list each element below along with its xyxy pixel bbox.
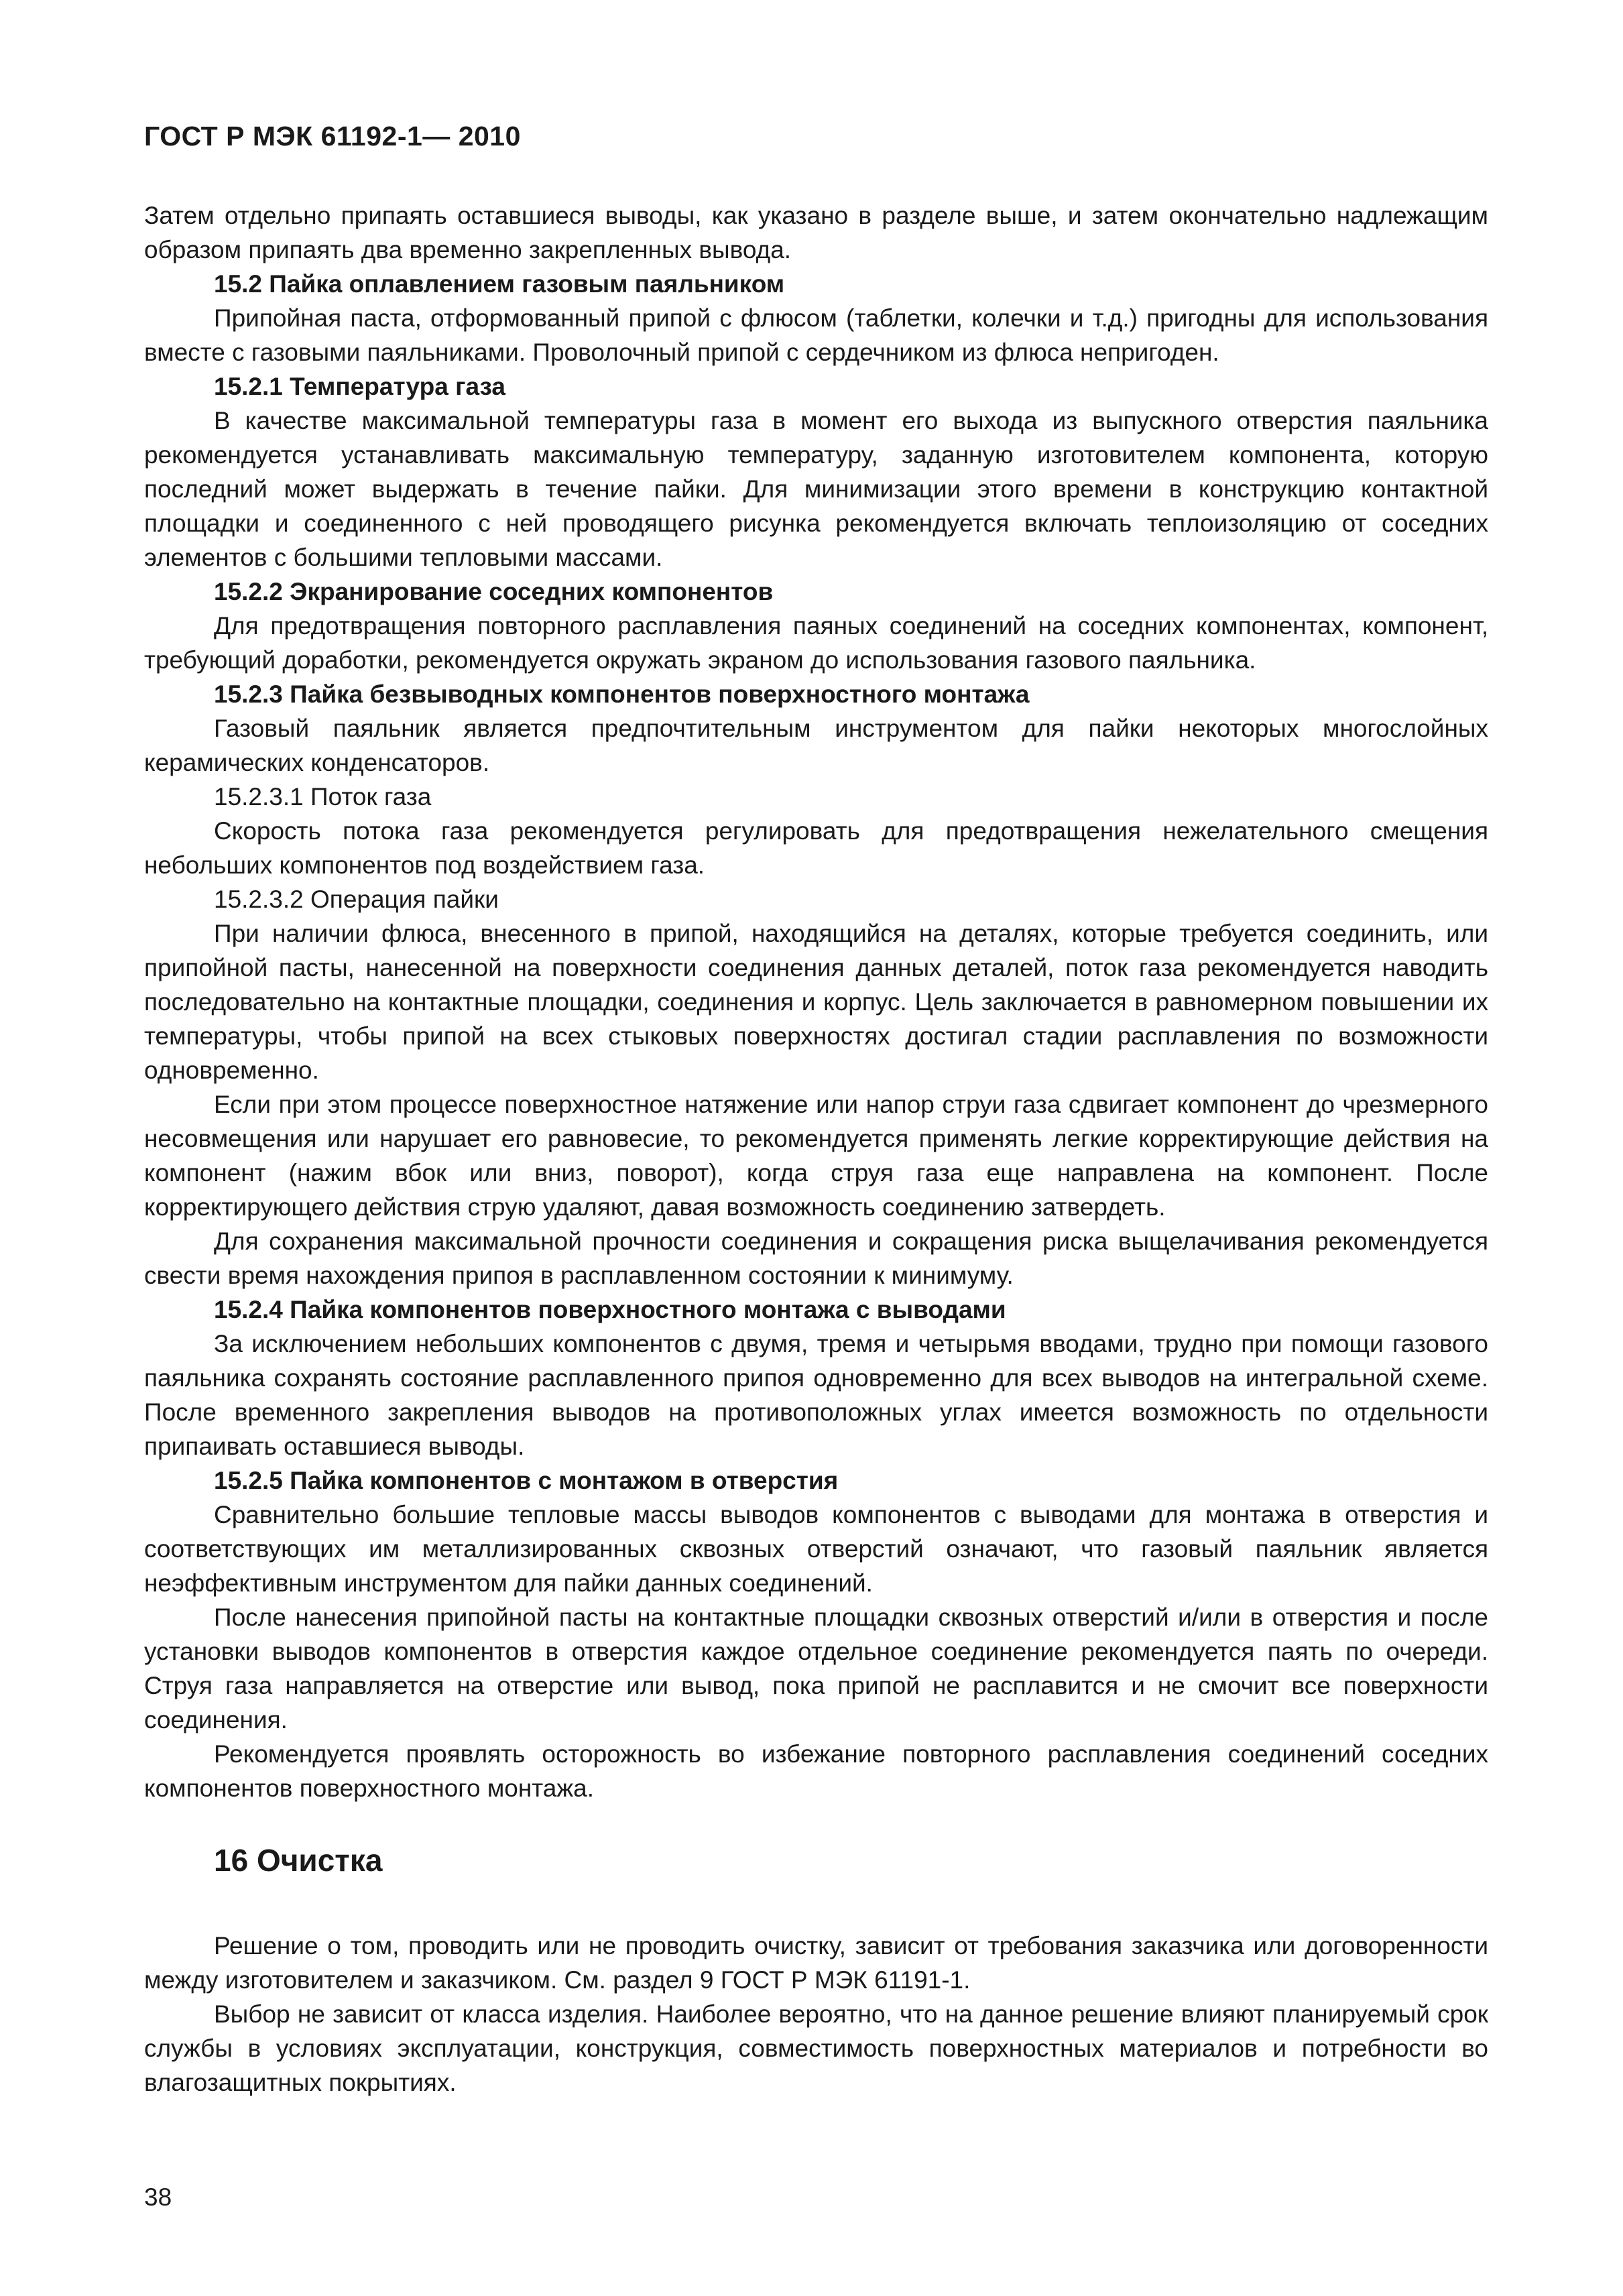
paragraph: Для сохранения максимальной прочности соединения и сокращения риска выщелачивания рекомендуется свести время нахождения припоя в расплавленном состоянии к минимуму. bbox=[144, 1227, 1488, 1289]
heading-15-2-4: 15.2.4 Пайка компонентов поверхностного монтажа с выводами bbox=[214, 1296, 1006, 1323]
paragraph: При наличии флюса, внесенного в припой, находящийся на деталях, которые требуется соединить, или припойной пасты, нанесенной на поверхности соединения данных деталей, поток газа рекомендуется наводить последовательно на контактные площадки, соединения и корпус. Цель заключается в равномерном повышении их температуры, чтобы припой на всех стыковых поверхностях достигал стадии расплавления по возможности одновременно. bbox=[144, 920, 1488, 1084]
paragraph: За исключением небольших компонентов с двумя, тремя и четырьмя вводами, трудно при помощи газового паяльника сохранять состояние расплавленного припоя одновременно для всех выводов на интегральной схеме. После временного закрепления выводов на противоположных углах имеется возможность по отдельности припаивать оставшиеся выводы. bbox=[144, 1330, 1488, 1460]
document-header-code: ГОСТ Р МЭК 61192-1— 2010 bbox=[144, 121, 521, 152]
paragraph: Для предотвращения повторного расплавления паяных соединений на соседних компонентах, компонент, требующий доработки, рекомендуется окружать экраном до использования газового паяльника. bbox=[144, 612, 1488, 674]
paragraph: Газовый паяльник является предпочтительным инструментом для пайки некоторых многослойных керамических конденсаторов. bbox=[144, 715, 1488, 776]
heading-15-2-3-2: 15.2.3.2 Операция пайки bbox=[214, 886, 499, 913]
paragraph: Скорость потока газа рекомендуется регулировать для предотвращения нежелательного смещения небольших компонентов под воздействием газа. bbox=[144, 817, 1488, 879]
heading-15-2-3: 15.2.3 Пайка безвыводных компонентов поверхностного монтажа bbox=[214, 680, 1030, 708]
paragraph: Припойная паста, отформованный припой с флюсом (таблетки, колечки и т.д.) пригодны для использования вместе с газовыми паяльниками. Проволочный припой с сердечником из флюса непригоден. bbox=[144, 304, 1488, 366]
document-page bbox=[144, 0, 1488, 2296]
section-title-16: 16 Очистка bbox=[214, 1843, 383, 1878]
heading-15-2-2: 15.2.2 Экранирование соседних компонентов bbox=[214, 578, 774, 605]
paragraph: Выбор не зависит от класса изделия. Наиболее вероятно, что на данное решение влияют планируемый срок службы в условиях эксплуатации, конструкция, совместимость поверхностных материалов и потребности во влагозащитных покрытиях. bbox=[144, 2000, 1488, 2096]
paragraph: После нанесения припойной пасты на контактные площадки сквозных отверстий и/или в отверстия и после установки выводов компонентов в отверстия каждое отдельное соединение рекомендуется паять по очереди. Струя газа направляется на отверстие или вывод, пока припой не расплавится и не смочит все поверхности соединения. bbox=[144, 1604, 1488, 1734]
paragraph: Решение о том, проводить или не проводить очистку, зависит от требования заказчика или договоренности между изготовителем и заказчиком. См. раздел 9 ГОСТ Р МЭК 61191-1. bbox=[144, 1932, 1488, 1994]
paragraph-continuation: Затем отдельно припаять оставшиеся выводы, как указано в разделе выше, и затем окончательно надлежащим образом припаять два временно закрепленных вывода. bbox=[144, 202, 1488, 263]
paragraph: Если при этом процессе поверхностное натяжение или напор струи газа сдвигает компонент до чрезмерного несовмещения или нарушает его равновесие, то рекомендуется применять легкие корректирующие действия на компонент (нажим вбок или вниз, поворот), когда струя газа еще направлена на компонент. После корректирующего действия струю удаляют, давая возможность соединению затвердеть. bbox=[144, 1091, 1488, 1221]
document-body bbox=[144, 198, 1488, 2100]
paragraph: В качестве максимальной температуры газа в момент его выхода из выпускного отверстия паяльника рекомендуется устанавливать максимальную температуру, заданную изготовителем компонента, которую последний может выдержать в течение пайки. Для минимизации этого времени в конструкцию контактной площадки и соединенного с ней проводящего рисунка рекомендуется включать теплоизоляцию от соседних элементов с большими тепловыми массами. bbox=[144, 407, 1488, 571]
heading-15-2-1: 15.2.1 Температура газа bbox=[214, 373, 505, 400]
page-number: 38 bbox=[144, 2183, 172, 2211]
heading-15-2-3-1: 15.2.3.1 Поток газа bbox=[214, 783, 432, 810]
heading-15-2: 15.2 Пайка оплавлением газовым паяльником bbox=[214, 270, 785, 298]
paragraph: Рекомендуется проявлять осторожность во избежание повторного расплавления соединений соседних компонентов поверхностного монтажа. bbox=[144, 1740, 1488, 1802]
paragraph: Сравнительно большие тепловые массы выводов компонентов с выводами для монтажа в отверстия и соответствующих им металлизированных сквозных отверстий означают, что газовый паяльник является неэффективным инструментом для пайки данных соединений. bbox=[144, 1501, 1488, 1597]
heading-15-2-5: 15.2.5 Пайка компонентов с монтажом в отверстия bbox=[214, 1467, 839, 1494]
